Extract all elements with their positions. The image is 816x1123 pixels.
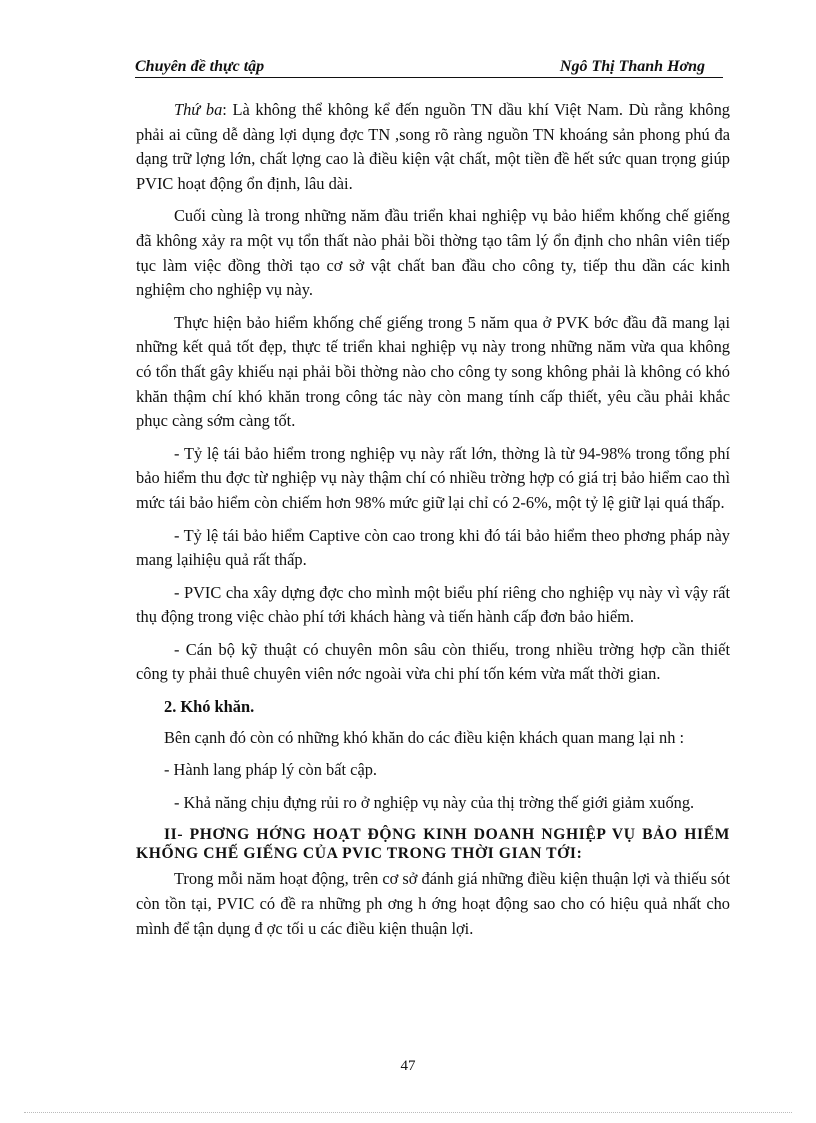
paragraph-trong-moi-nam: Trong mỗi năm hoạt động, trên cơ sở đánh giá những điều kiện thuận lợi và thiếu sót còn tồn tại, PVIC có đề ra những ph ơng h ớng hoạt động sao cho có hiệu quả nhất cho mình để tận dụng đ ợc tối u các điều kiện thuận lợi. bbox=[136, 869, 730, 938]
bullet-hanh-lang-phap-ly: - Hành lang pháp lý còn bất cập. bbox=[164, 760, 378, 780]
bullet-bieu-phi: - PVIC cha xây dựng đợc cho mình một biểu phí riêng cho nghiệp vụ này vì vậy rất thụ động trong việc chào phí tới khách hàng và tiến hành cấp đơn bảo hiểm. bbox=[136, 582, 730, 627]
paragraph-thuc-hien: Thực hiện bảo hiểm khống chế giếng trong 5 năm qua ở PVK bớc đầu đã mang lại những kết quả tốt đẹp, thực tế triển khai nghiệp vụ này trong những năm vừa qua không có tổn thất gây khiếu nại phải bồi thờng nào cho công ty song không phải là không có khó khăn thậm chí khó khăn trong công tác này còn mang tính cấp thiết, yêu cầu phải khắc phục càng sớm càng tốt. bbox=[136, 312, 730, 431]
paragraph-ben-canh: Bên cạnh đó còn có những khó khăn do các điều kiện khách quan mang lại nh : bbox=[164, 727, 685, 747]
page-header bbox=[135, 58, 723, 78]
paragraph-lead: Thứ ba bbox=[174, 100, 223, 119]
page-number: 47 bbox=[400, 1058, 416, 1074]
page-bottom-divider bbox=[24, 1112, 792, 1113]
bullet-can-bo-ky-thuat: - Cán bộ kỹ thuật có chuyên môn sâu còn thiếu, trong nhiều trờng hợp cần thiết công ty phải thuê chuyên viên nớc ngoài vừa chi phí tốn kém vừa mất thời gian. bbox=[136, 639, 730, 684]
header-author: Ngô Thị Thanh Hơng bbox=[559, 58, 705, 75]
bullet-captive: - Tỷ lệ tái bảo hiểm Captive còn cao trong khi đó tái bảo hiểm theo phơng pháp này mang lạihiệu quả rất thấp. bbox=[136, 525, 730, 570]
section-heading: II- PHƠNG HỚNG HOẠT ĐỘNG KINH DOANH NGHIỆP VỤ BẢO HIỂM KHỐNG CHẾ GIẾNG CỦA PVIC TRONG THỜI GIAN TỚI: bbox=[136, 826, 730, 863]
header-title: Chuyên đề thực tập bbox=[135, 58, 265, 75]
bullet-ty-le-tai-bao-hiem: - Tỷ lệ tái bảo hiểm trong nghiệp vụ này rất lớn, thờng là từ 94-98% trong tổng phí bảo hiểm thu đợc từ nghiệp vụ này thậm chí có nhiều trờng hợp có giá trị bảo hiểm cao thì mức tái bảo hiểm còn chiếm hơn 98% mức giữ lại chỉ có 2-6%, một tỷ lệ giữ lại quá thấp. bbox=[136, 443, 730, 512]
paragraph-cuoi-cung: Cuối cùng là trong những năm đầu triển khai nghiệp vụ bảo hiểm khống chế giếng đã không xảy ra một vụ tổn thất nào phải bồi thờng tạo tâm lý ổn định cho nhân viên tiếp tục làm việc đồng thời tạo cơ sở vật chất ban đầu cho công ty, tiếp thu dần các kinh nghiệm cho nghiệp vụ này. bbox=[136, 206, 730, 300]
body-text bbox=[136, 98, 730, 949]
subheading-kho-khan: 2. Khó khăn. bbox=[164, 697, 255, 717]
paragraph-thu-ba bbox=[136, 98, 730, 196]
bullet-kha-nang-chiu-dung: - Khả năng chịu đựng rủi ro ở nghiệp vụ này của thị trờng thế giới giảm xuống. bbox=[174, 792, 695, 812]
header-rule bbox=[135, 77, 723, 78]
paragraph-text: : Là không thể không kể đến nguồn TN dầu khí Việt Nam. Dù rằng không phải ai cũng dễ dàng lợi dụng đợc TN ,song rõ ràng nguồn TN khoáng sản phong phú đa dạng trữ lợng lớn, chất lợng cao là điều kiện vật chất, một tiền đề hết sức quan trọng giúp PVIC hoạt động ổn định, lâu dài. bbox=[136, 100, 730, 193]
